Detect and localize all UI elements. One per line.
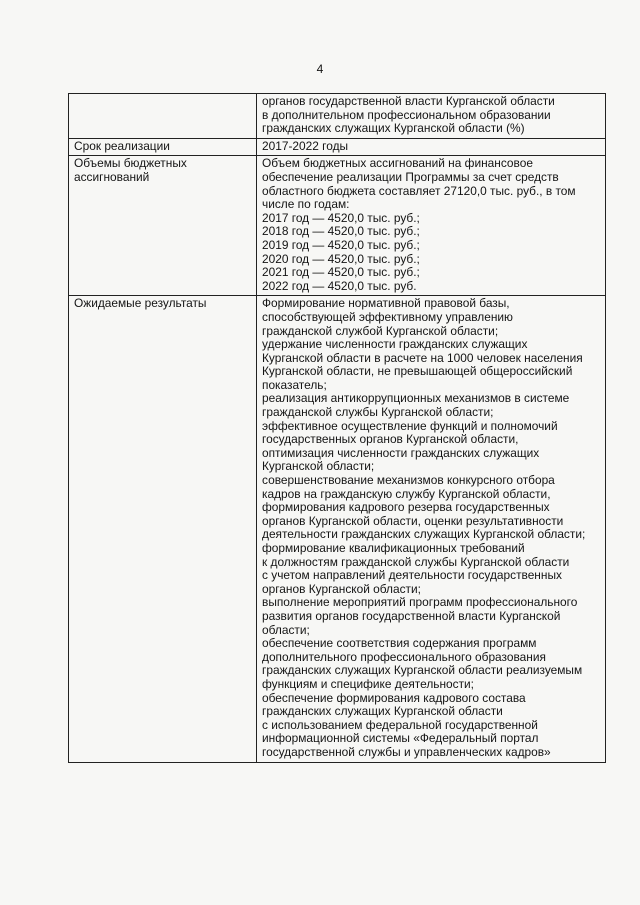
- value-line: обеспечение реализации Программы за счет средств: [262, 169, 559, 184]
- table-row: [69, 156, 606, 296]
- value-line: с учетом направлений деятельности государственных: [262, 568, 562, 583]
- value-line: формирование квалификационных требований: [262, 541, 525, 555]
- value-line: гражданской службой Курганской области;: [262, 323, 499, 338]
- value-line: числе по годам:: [262, 197, 350, 212]
- table-row: [69, 94, 606, 139]
- label-line: Срок реализации: [74, 138, 170, 153]
- row-value-cell: [257, 296, 606, 762]
- value-line: 2021 год — 4520,0 тыс. руб.;: [262, 265, 420, 280]
- value-line: Курганской области;: [262, 459, 375, 474]
- value-line: функциям и специфике деятельности;: [262, 676, 474, 691]
- value-line: Формирование нормативной правовой базы,: [262, 296, 510, 311]
- value-line: информационной системы «Федеральный портал: [262, 731, 539, 746]
- value-line: развития органов государственной власти Курганской: [262, 608, 561, 623]
- value-line: гражданских служащих Курганской области (%): [262, 121, 525, 136]
- value-line: совершенствование механизмов конкурсного отбора: [262, 473, 555, 488]
- value-line: 2017-2022 годы: [262, 138, 349, 153]
- table-row: [69, 138, 606, 156]
- value-line: 2018 год — 4520,0 тыс. руб.;: [262, 224, 420, 239]
- value-line: реализация антикоррупционных механизмов в системе: [262, 391, 570, 406]
- label-line: Ожидаемые результаты: [74, 296, 207, 311]
- value-line: выполнение мероприятий программ профессионального: [262, 595, 578, 610]
- row-value-cell: [257, 138, 606, 156]
- value-line: к должностям гражданской службы Курганской области: [262, 554, 570, 569]
- value-line: обеспечение формирования кадрового состава: [262, 690, 526, 705]
- value-line: 2019 год — 4520,0 тыс. руб.;: [262, 237, 420, 252]
- value-line: эффективное осуществление функций и полномочий: [262, 418, 558, 433]
- row-label-cell: [69, 156, 257, 296]
- value-line: дополнительного профессионального образования: [262, 649, 546, 664]
- program-passport-table: [68, 93, 606, 763]
- value-line: с использованием федеральной государственной: [262, 717, 538, 732]
- row-label-cell: [69, 138, 257, 156]
- value-line: Курганской области, не превышающей общероссийский: [262, 364, 573, 379]
- value-line: государственной службы и управленческих кадров»: [262, 744, 551, 759]
- value-line: способствующей эффективному управлению: [262, 309, 513, 324]
- value-line: удержание численности гражданских служащих: [262, 337, 528, 352]
- value-line: органов государственной власти Курганской области: [262, 94, 555, 108]
- value-line: государственных органов Курганской области,: [262, 432, 519, 447]
- value-line: 2020 год — 4520,0 тыс. руб.;: [262, 251, 420, 266]
- value-line: Объем бюджетных ассигнований на финансовое: [262, 156, 533, 171]
- value-line: гражданских служащих Курганской области реализуемым: [262, 663, 583, 678]
- label-line: Объемы бюджетных: [74, 156, 187, 171]
- table-row: [69, 296, 606, 762]
- value-line: 2022 год — 4520,0 тыс. руб.: [262, 278, 417, 293]
- label-line: ассигнований: [74, 169, 150, 184]
- value-line: области;: [262, 622, 310, 637]
- value-line: оптимизация численности гражданских служащих: [262, 445, 540, 460]
- value-line: гражданских служащих Курганской области: [262, 704, 503, 719]
- row-value-cell: [257, 94, 606, 139]
- value-line: органов Курганской области, оценки результативности: [262, 513, 564, 528]
- value-line: 2017 год — 4520,0 тыс. руб.;: [262, 210, 420, 225]
- row-value-cell: [257, 156, 606, 296]
- value-line: формирования кадрового резерва государственных: [262, 500, 550, 515]
- value-line: кадров на гражданскую службу Курганской области,: [262, 486, 551, 501]
- row-label-cell: [69, 296, 257, 762]
- row-label-cell: [69, 94, 257, 139]
- value-line: в дополнительном профессиональном образовании: [262, 107, 551, 122]
- value-line: обеспечение соответствия содержания программ: [262, 636, 537, 651]
- page-number: 4: [316, 62, 324, 76]
- value-line: гражданской службы Курганской области;: [262, 405, 494, 420]
- value-line: областного бюджета составляет 27120,0 тыс. руб., в том: [262, 183, 576, 198]
- value-line: органов Курганской области;: [262, 581, 421, 596]
- value-line: Курганской области в расчете на 1000 человек населения: [262, 350, 583, 365]
- value-line: деятельности гражданских служащих Курганской области;: [262, 527, 586, 542]
- value-line: показатель;: [262, 377, 327, 392]
